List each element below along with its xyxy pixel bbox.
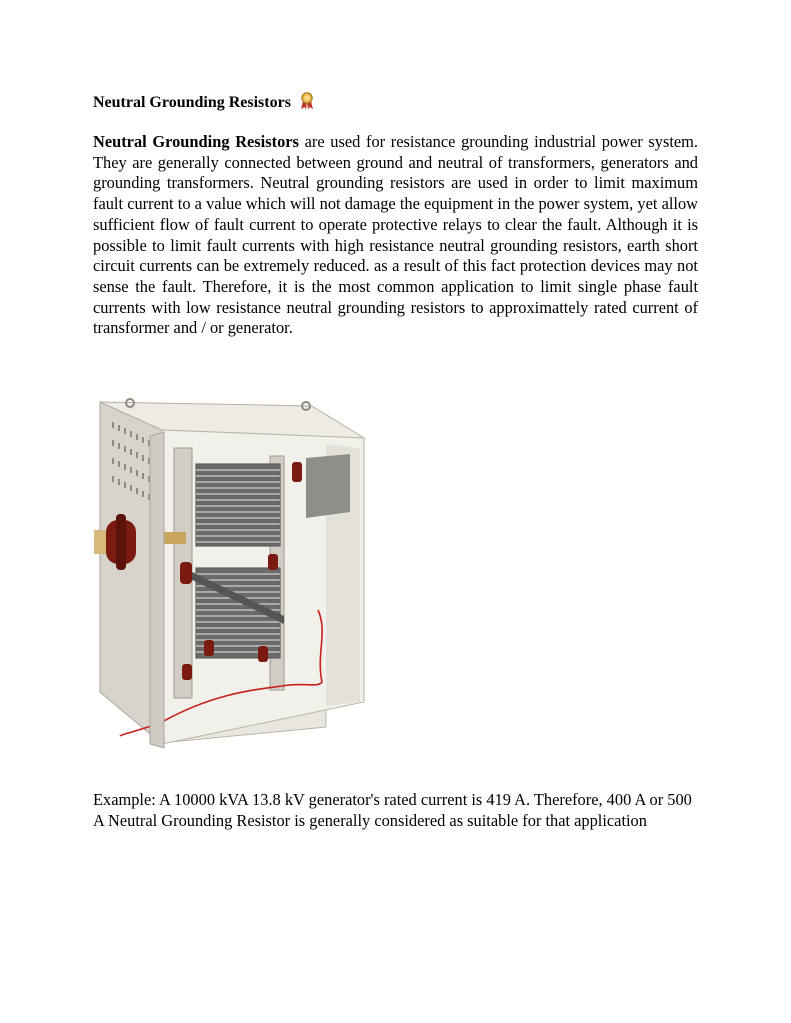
page-title	[93, 92, 315, 117]
award-ribbon-icon	[299, 92, 315, 117]
example-paragraph: Example: A 10000 kVA 13.8 kV generator's rated current is 419 A. Therefore, 400 A or 500 A Neutral Grounding Resistor is generally considered as suitable for that application	[93, 790, 692, 830]
resistor-cabinet-photo	[92, 392, 372, 774]
intro-lead: Neutral Grounding Resistors	[93, 132, 299, 151]
intro-body: are used for resistance grounding industrial power system. They are generally connected between ground and neutral of transformers, generators and grounding transformers. Neutral grounding resistors are used in order to limit maximum fault current to a value which will not damage the equipment in the power system, yet allow sufficient flow of fault current to operate protective relays to clear the fault. Although it is possible to limit fault currents with high resistance neutral grounding resistors, earth short circuit currents can be extremely reduced. as a result of this fact protection devices may not sense the fault. Therefore, it is the most common application to limit single phase fault currents with low resistance neutral grounding resistors to approximattely rated current of transformer and / or generator.	[93, 132, 698, 338]
intro-paragraph	[93, 132, 698, 339]
title-text: Neutral Grounding Resistors	[93, 94, 291, 111]
